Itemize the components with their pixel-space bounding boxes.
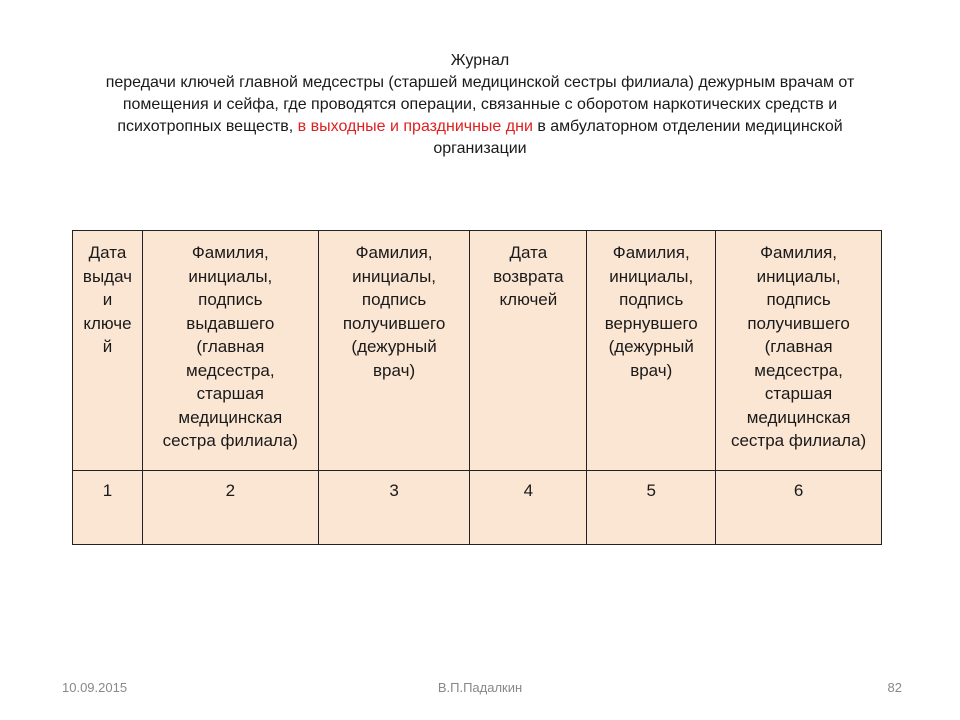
header-text-line: инициалы, [609, 266, 694, 286]
footer-page-number: 82 [887, 680, 902, 695]
table-header-row [73, 231, 882, 471]
title-heading: Журнал [450, 52, 510, 69]
title-highlight: в выходные и праздничные дни [297, 118, 533, 135]
header-text-line: выдавшего [186, 313, 275, 333]
header-text-line: подпись [766, 290, 831, 309]
table-number-row [73, 471, 882, 545]
header-text-line: инициалы, [188, 266, 273, 286]
header-text-line: подпись [198, 290, 263, 309]
header-text-line: подпись [361, 290, 427, 309]
header-text-line: старшая [196, 384, 264, 403]
title-line-4-start: психотропных веществ, [117, 118, 298, 135]
header-cell [142, 231, 318, 471]
header-text-line: возврата [493, 266, 564, 286]
header-text-line: медсестра, [186, 360, 275, 380]
header-text-line: врач) [373, 360, 416, 380]
header-text-line: медицинская [178, 407, 283, 427]
header-text-line: и [102, 290, 113, 309]
header-text-line: ключе [83, 313, 132, 333]
header-text-line: сестра филиала) [162, 431, 298, 450]
column-number-cell: 2 [142, 471, 318, 545]
header-text-line: Фамилия, [760, 243, 838, 262]
header-text-line: (главная [196, 337, 265, 356]
column-number-cell: 4 [470, 471, 587, 545]
header-text-line: Фамилия, [355, 243, 433, 262]
header-text-line: получившего [342, 313, 446, 333]
header-text-line: выдач [82, 266, 133, 286]
header-text-line: врач) [630, 360, 673, 380]
column-number-cell: 5 [587, 471, 716, 545]
header-text-line: й [102, 337, 113, 356]
column-number-cell: 3 [318, 471, 470, 545]
header-text-line: Фамилия, [612, 243, 690, 262]
header-cell [587, 231, 716, 471]
header-cell [73, 231, 143, 471]
footer-date: 10.09.2015 [62, 680, 128, 695]
title-line-3: помещения и сейфа, где проводятся операции, связанные с оборотом наркотических средств и [122, 96, 838, 113]
header-text-line: Дата [509, 243, 548, 262]
title-line-5: организации [433, 140, 527, 157]
header-text-line: (главная [764, 337, 833, 356]
header-text-line: медицинская [746, 407, 851, 427]
header-text-line: инициалы, [352, 266, 437, 286]
header-text-line: подпись [619, 290, 684, 309]
header-text-line: инициалы, [756, 266, 841, 286]
header-text-line: ключей [499, 290, 558, 309]
journal-table [72, 230, 882, 545]
column-number-cell: 1 [73, 471, 143, 545]
journal-title [60, 50, 900, 160]
header-cell [470, 231, 587, 471]
title-line-4-end: в амбулаторном отделении медицинской [532, 118, 843, 135]
title-line-2: передачи ключей главной медсестры (старшей медицинской сестры филиала) дежурным врачам от [105, 74, 855, 91]
header-text-line: (дежурный [608, 337, 694, 356]
header-text-line: получившего [747, 313, 850, 333]
header-cell [716, 231, 882, 471]
footer-author: В.П.Падалкин [437, 680, 523, 695]
header-text-line: (дежурный [351, 337, 437, 356]
column-number-cell: 6 [716, 471, 882, 545]
header-text-line: медсестра, [754, 360, 843, 380]
header-cell [318, 231, 470, 471]
header-text-line: старшая [764, 384, 833, 403]
header-text-line: вернувшего [604, 313, 698, 333]
header-text-line: Фамилия, [191, 243, 269, 262]
header-text-line: сестра филиала) [730, 431, 867, 450]
header-text-line: Дата [88, 243, 127, 262]
title-line-4 [60, 116, 900, 138]
